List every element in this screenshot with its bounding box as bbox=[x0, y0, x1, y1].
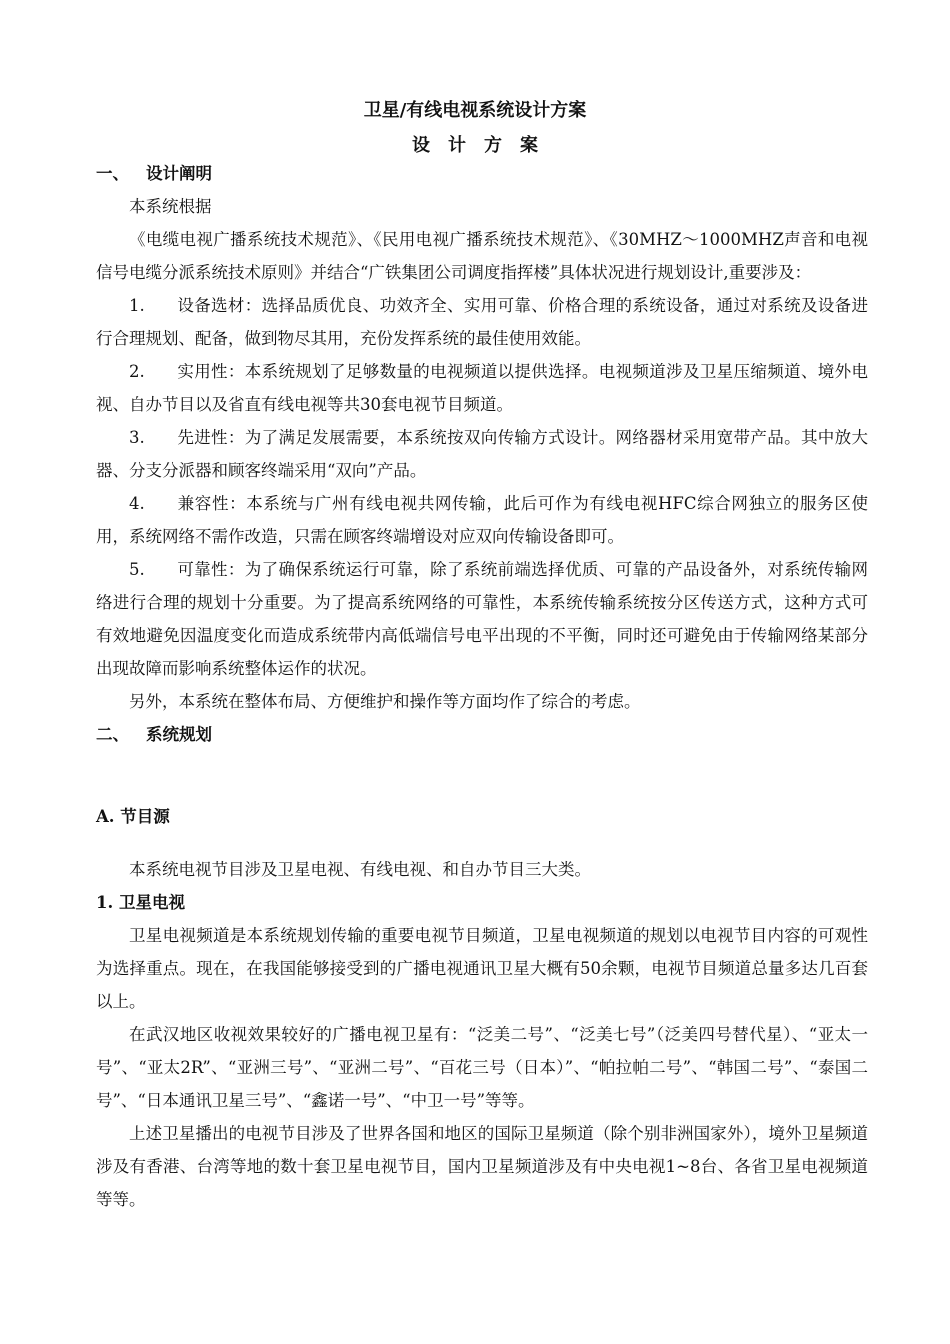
list-item-text: 兼容性：本系统与广州有线电视共网传输，此后可作为有线电视HFC综合网独立的服务区使用，系统网络不需作改造，只需在顾客终端增设对应双向传输设备即可。 bbox=[96, 494, 868, 546]
subsection-a-heading: A. 节目源 bbox=[96, 807, 170, 826]
subsection-a bbox=[96, 800, 868, 833]
list-item-number: 3. bbox=[129, 428, 145, 447]
subsection-a-body bbox=[96, 853, 868, 1216]
paragraph: 上述卫星播出的电视节目涉及了世界各国和地区的国际卫星频道（除个别非洲国家外），境外卫星频道涉及有香港、台湾等地的数十套卫星电视节目，国内卫星频道涉及有中央电视1~8台、各省卫星电视频道等等。 bbox=[96, 1124, 868, 1209]
section-1-number: 一、 bbox=[96, 164, 129, 183]
list-item-text: 实用性：本系统规划了足够数量的电视频道以提供选择。电视频道涉及卫星压缩频道、境外电视、自办节目以及省直有线电视等共30套电视节目频道。 bbox=[96, 362, 868, 414]
list-item bbox=[96, 487, 868, 553]
section-1-basis: 《电缆电视广播系统技术规范》、《民用电视广播系统技术规范》、《30MHZ～1000MHZ声音和电视信号电缆分派系统技术原则》并结合“广铁集团公司调度指挥楼”具体状况进行规划设计,重要涉及： bbox=[96, 230, 868, 282]
section-2-number: 二、 bbox=[96, 725, 129, 744]
list-item-number: 2. bbox=[129, 362, 145, 381]
list-item-text: 先进性：为了满足发展需要，本系统按双向传输方式设计。网络器材采用宽带产品。其中放大器、分支分派器和顾客终端采用“双向”产品。 bbox=[96, 428, 868, 480]
subsection-a-text: 本系统电视节目涉及卫星电视、有线电视、和自办节目三大类。 bbox=[129, 860, 591, 879]
list-item-number: 4. bbox=[129, 494, 145, 513]
list-item bbox=[96, 421, 868, 487]
list-item-number: 5. bbox=[129, 560, 145, 579]
section-2-heading bbox=[96, 718, 868, 751]
paragraph: 卫星电视频道是本系统规划传输的重要电视节目频道，卫星电视频道的规划以电视节目内容的可观性为选择重点。现在，在我国能够接受到的广播电视通讯卫星大概有50余颗，电视节目频道总量多达几百套以上。 bbox=[96, 926, 868, 1011]
section-1 bbox=[96, 157, 868, 751]
section-1-intro: 本系统根据 bbox=[129, 197, 212, 216]
list-item-text: 设备选材：选择品质优良、功效齐全、实用可靠、价格合理的系统设备，通过对系统及设备进行合理规划、配备，做到物尽其用，充份发挥系统的最佳使用效能。 bbox=[96, 296, 868, 348]
document-subtitle: 设计方案 bbox=[412, 135, 556, 156]
list-item bbox=[96, 553, 868, 685]
list-item-number: 1. bbox=[129, 296, 145, 315]
list-item-text: 可靠性：为了确保系统运行可靠，除了系统前端选择优质、可靠的产品设备外，对系统传输网络进行合理的规划十分重要。为了提高系统网络的可靠性，本系统传输系统按分区传送方式，这种方式可有效地避免因温度变化而造成系统带内高低端信号电平出现的不平衡，同时还可避免由于传输网络某部分出现故障而影响系统整体运作的状况。 bbox=[96, 560, 868, 678]
paragraph: 在武汉地区收视效果较好的广播电视卫星有：“泛美二号”、“泛美七号”（泛美四号替代星）、“亚太一号”、“亚太2R”、“亚洲三号”、“亚洲二号”、“百花三号（日本）”、“帕拉帕二号”、“韩国二号”、“泰国二号”、“日本通讯卫星三号”、“鑫诺一号”、“中卫一号”等等。 bbox=[96, 1025, 868, 1110]
section-2-title: 系统规划 bbox=[146, 725, 212, 744]
section-1-heading bbox=[96, 157, 868, 190]
section-1-title: 设计阐明 bbox=[146, 164, 212, 183]
list-item bbox=[96, 289, 868, 355]
document-title: 卫星/有线电视系统设计方案 bbox=[363, 100, 587, 121]
list-item bbox=[96, 355, 868, 421]
section-1-closing: 另外，本系统在整体布局、方便维护和操作等方面均作了综合的考虑。 bbox=[129, 692, 641, 711]
subsection-1-heading: 1. 卫星电视 bbox=[96, 893, 185, 912]
